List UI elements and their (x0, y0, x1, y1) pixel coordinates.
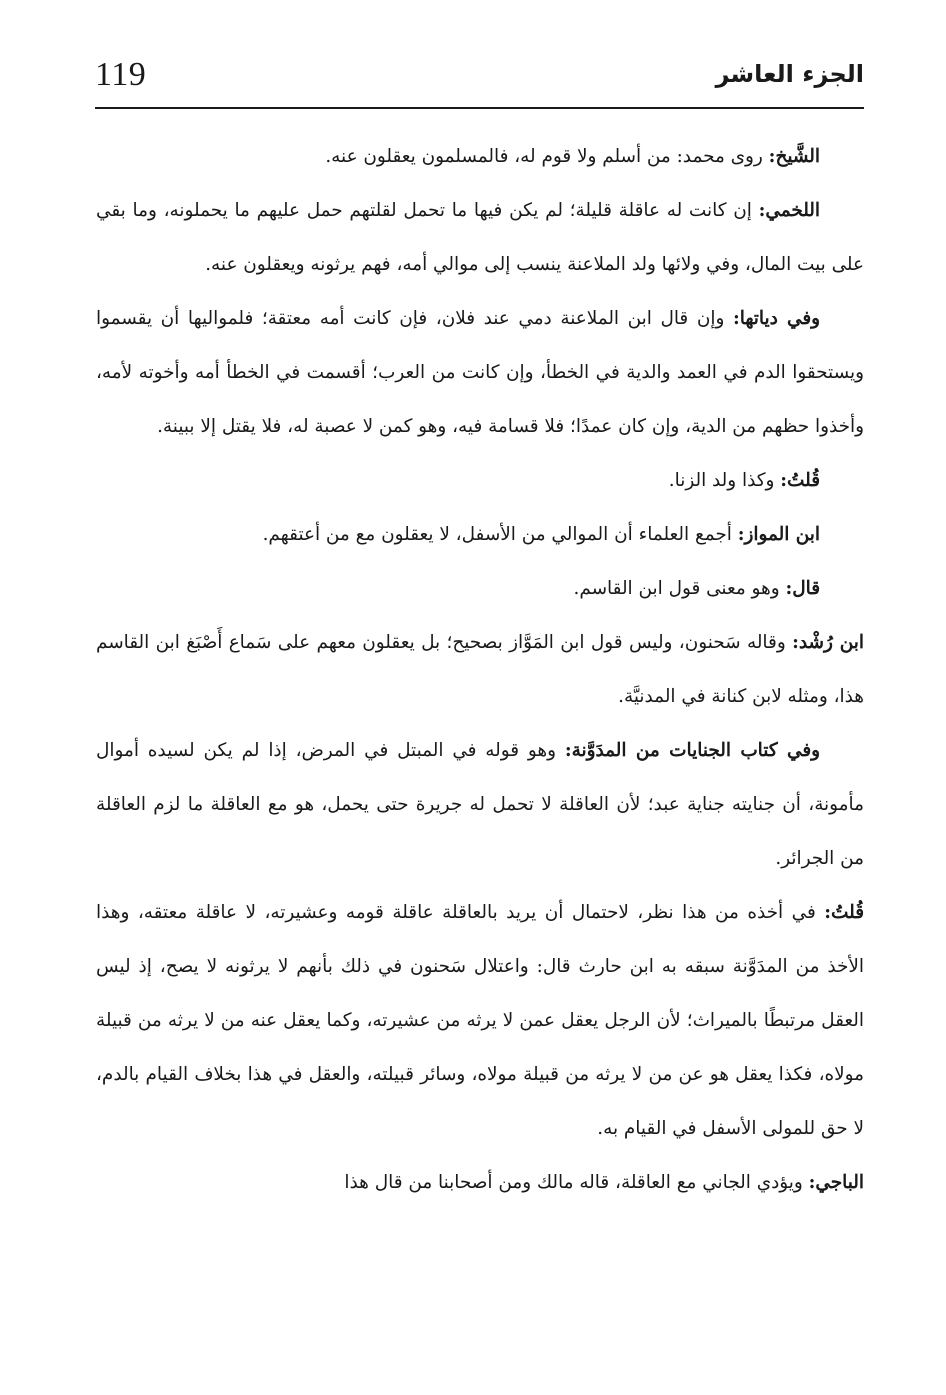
header-rule (95, 107, 864, 109)
paragraph-text: وهو قوله في المبتل في المرض، إذا لم يكن لسيده أموال مأمونة، أن جنايته جناية عبد؛ لأن العاقلة لا تحمل له جريرة حتى يحمل، هو مع العاقلة ما لزم العاقلة من الجرائر. (96, 740, 864, 869)
paragraph-text: وقاله سَحنون، وليس قول ابن المَوَّاز بصحيح؛ بل يعقلون معهم على سَماع أَصْبَغ ابن القاسم هذا، ومثله لابن كنانة في المدنيَّة. (96, 632, 864, 707)
paragraph-text: في أخذه من هذا نظر، لاحتمال أن يريد بالعاقلة عاقلة قومه وعشيرته، لا عاقلة معتقه، وهذا الأخذ من المدَوَّنة سبقه به ابن حارث قال: واعتلال سَحنون في ذلك بأنهم لا يرثونه لا يصح، إذ ليس العقل مرتبطًا بالميراث؛ لأن الرجل يعقل عمن لا يرثه من عشيرته، وكما يعقل عنه من لا يرثه من قبيلة مولاه، فكذا يعقل هو عن من لا يرثه من قبيلة مولاه، وسائر قبيلته، والعقل في هذا بخلاف القيام بالدم، لا حق للمولى الأسفل في القيام به. (96, 902, 864, 1139)
paragraph-text: وهو معنى قول ابن القاسم. (573, 578, 786, 599)
paragraph (96, 130, 864, 184)
running-title: الجزء العاشر (715, 60, 864, 88)
paragraph-lead: الباجي: (808, 1172, 864, 1193)
paragraph-text: ويؤدي الجاني مع العاقلة، قاله مالك ومن أصحابنا من قال هذا (344, 1172, 809, 1193)
paragraph-text: أجمع العلماء أن الموالي من الأسفل، لا يعقلون مع من أعتقهم. (262, 524, 738, 545)
paragraph (96, 1156, 864, 1210)
paragraph (96, 454, 864, 508)
paragraph-text: وإن قال ابن الملاعنة دمي عند فلان، فإن كانت أمه معتقة؛ فلمواليها أن يقسموا ويستحقوا الدم في العمد والدية في الخطأ، وإن كانت من العرب؛ أقسمت في الخطأ أمه وأخوته لأمه، وأخذوا حظهم من الدية، وإن كان عمدًا؛ فلا قسامة فيه، وهو كمن لا عصبة له، فلا يقتل إلا ببينة. (96, 308, 864, 437)
paragraph-lead: قال: (785, 578, 820, 599)
paragraph (96, 886, 864, 1156)
paragraph-text: وكذا ولد الزنا. (668, 470, 781, 491)
paragraph-lead: قُلتُ: (824, 902, 864, 923)
paragraph (96, 292, 864, 454)
page-body (96, 130, 864, 1210)
paragraph-lead: وفي دياتها: (732, 308, 820, 329)
paragraph-lead: وفي كتاب الجنايات من المدَوَّنة: (564, 740, 821, 761)
paragraph-lead: الشَّيخ: (768, 146, 820, 167)
paragraph-text: إن كانت له عاقلة قليلة؛ لم يكن فيها ما تحمل لقلتهم حمل عليهم ما يحملونه، وما بقي على بيت المال، وفي ولائها ولد الملاعنة ينسب إلى موالي أمه، فهم يرثونه ويعقلون عنه. (96, 200, 864, 275)
page-number: 119 (95, 56, 147, 93)
paragraph (96, 508, 864, 562)
page-header (95, 52, 864, 102)
paragraph-lead: ابن المواز: (737, 524, 820, 545)
paragraph-lead: قُلتُ: (780, 470, 820, 491)
paragraph (96, 184, 864, 292)
paragraph (96, 562, 864, 616)
paragraph-lead: اللخمي: (758, 200, 820, 221)
paragraph (96, 616, 864, 724)
paragraph (96, 724, 864, 886)
paragraph-text: روى محمد: من أسلم ولا قوم له، فالمسلمون يعقلون عنه. (325, 146, 769, 167)
paragraph-lead: ابن رُشْد: (792, 632, 864, 653)
